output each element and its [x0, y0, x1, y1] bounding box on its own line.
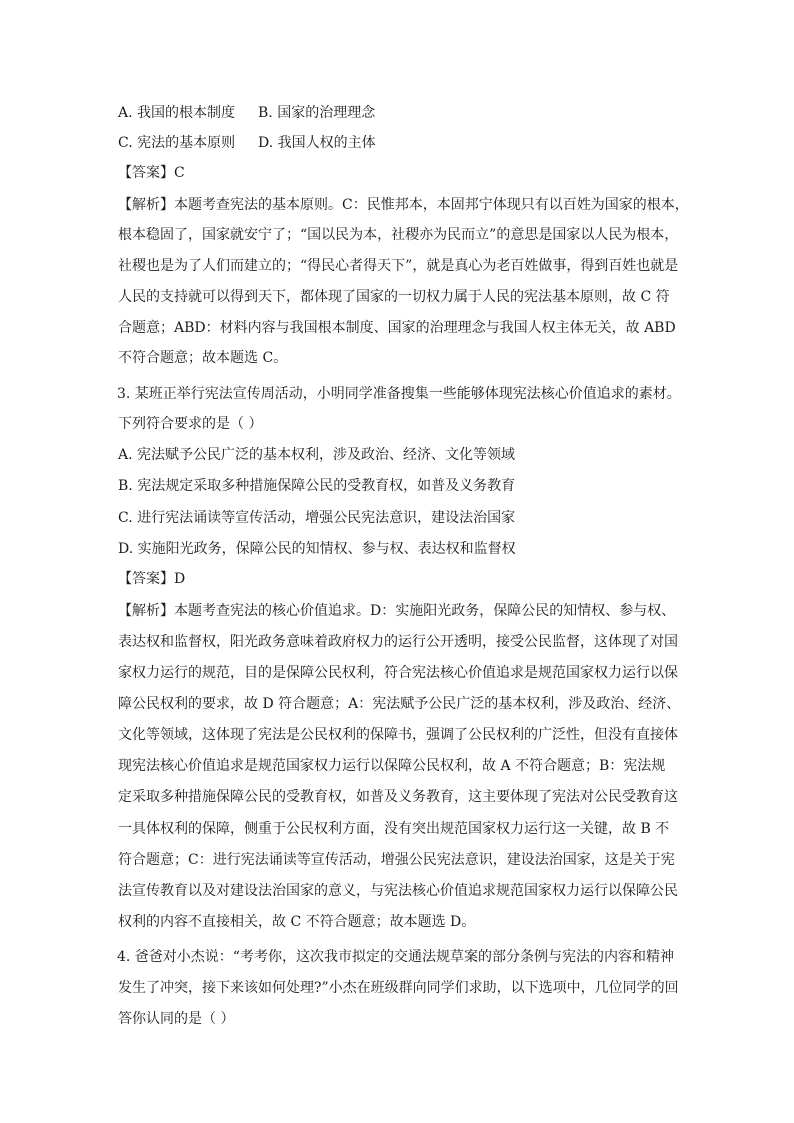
- q3-analysis-line: 家权力运行的规范，目的是保障公民权利，符合宪法核心价值追求是规范国家权力运行以保: [118, 665, 678, 681]
- q3-option-d: D. 实施阳光政务，保障公民的知情权、参与权、表达权和监督权: [118, 541, 516, 557]
- q3-analysis-line: 障公民权利的要求，故 D 符合题意；A：宪法赋予公民广泛的基本权利，涉及政治、经济、: [118, 696, 681, 712]
- q4-stem-line: 答你认同的是（ ）: [118, 1011, 235, 1027]
- q3-stem-line: 3. 某班正举行宪法宣传周活动，小明同学准备搜集一些能够体现宪法核心价值追求的素材。: [117, 386, 681, 402]
- q3-analysis-line: 现宪法核心价值追求是规范国家权力运行以保障公民权利，故 A 不符合题意；B：宪法规: [118, 758, 666, 774]
- q3-analysis-line: 权利的内容不直接相关，故 C 不符合题意；故本题选 D。: [118, 914, 476, 930]
- q3-analysis-line: 定采取多种措施保障公民的受教育权，如普及义务教育，这主要体现了宪法对公民受教育这: [118, 789, 678, 805]
- q2-option-b: B. 国家的治理理念: [258, 105, 376, 121]
- q2-analysis-line: 合题意；ABD：材料内容与我国根本制度、国家的治理理念与我国人权主体无关，故 ABD: [118, 320, 676, 336]
- q2-analysis-line: 根本稳固了，国家就安宁了；“国以民为本，社稷亦为民而立”的意思是国家以人民为根本，: [118, 227, 679, 243]
- q3-option-b: B. 宪法规定采取多种措施保障公民的受教育权，如普及义务教育: [118, 478, 516, 494]
- q4-stem-line: 4. 爸爸对小杰说：“考考你，这次我市拟定的交通法规草案的部分条例与宪法的内容和精神: [117, 949, 674, 965]
- q3-analysis-line: 法宣传教育以及对建设法治国家的意义，与宪法核心价值追求规范国家权力运行以保障公民: [118, 883, 678, 899]
- q3-stem-line: 下列符合要求的是（ ）: [118, 416, 263, 432]
- q3-option-a: A. 宪法赋予公民广泛的基本权利，涉及政治、经济、文化等领域: [118, 447, 516, 463]
- q3-answer: 【答案】D: [118, 571, 186, 587]
- q3-analysis-line: 【解析】本题考查宪法的核心价值追求。D：实施阳光政务，保障公民的知情权、参与权、: [118, 603, 676, 619]
- q3-analysis-line: 表达权和监督权，阳光政务意味着政府权力的运行公开透明，接受公民监督，这体现了对国: [118, 634, 678, 650]
- q3-analysis-line: 文化等领域，这体现了宪法是公民权利的保障书，强调了公民权利的广泛性，但没有直接体: [118, 727, 678, 743]
- q3-analysis-line: 一具体权利的保障，侧重于公民权利方面，没有突出规范国家权力运行这一关键，故 B 不: [118, 821, 670, 837]
- q4-stem-line: 发生了冲突，接下来该如何处理?”小杰在班级群向同学们求助，以下选项中，几位同学的回: [118, 980, 679, 996]
- q2-option-c: C. 宪法的基本原则: [118, 135, 236, 151]
- q2-option-a: A. 我国的根本制度: [118, 105, 236, 121]
- q2-analysis-line: 人民的支持就可以得到天下，都体现了国家的一切权力属于人民的宪法基本原则，故 C 符: [118, 289, 670, 305]
- q3-option-c: C. 进行宪法诵读等宣传活动，增强公民宪法意识，建设法治国家: [118, 510, 516, 526]
- q2-option-row-2: [118, 133, 376, 153]
- q2-analysis-line: 【解析】本题考查宪法的基本原则。C：民惟邦本，本固邦宁体现只有以百姓为国家的根本，: [118, 197, 689, 213]
- q2-analysis-line: 社稷也是为了人们而建立的；“得民心者得天下”，就是真心为老百姓做事，得到百姓也就是: [118, 258, 679, 274]
- q2-answer: 【答案】C: [118, 165, 185, 181]
- q2-option-row-1: [118, 103, 376, 123]
- q2-option-d: D. 我国人权的主体: [258, 135, 376, 151]
- q2-analysis-line: 不符合题意；故本题选 C。: [118, 350, 288, 366]
- q3-analysis-line: 符合题意；C：进行宪法诵读等宣传活动，增强公民宪法意识，建设法治国家，这是关于宪: [118, 852, 675, 868]
